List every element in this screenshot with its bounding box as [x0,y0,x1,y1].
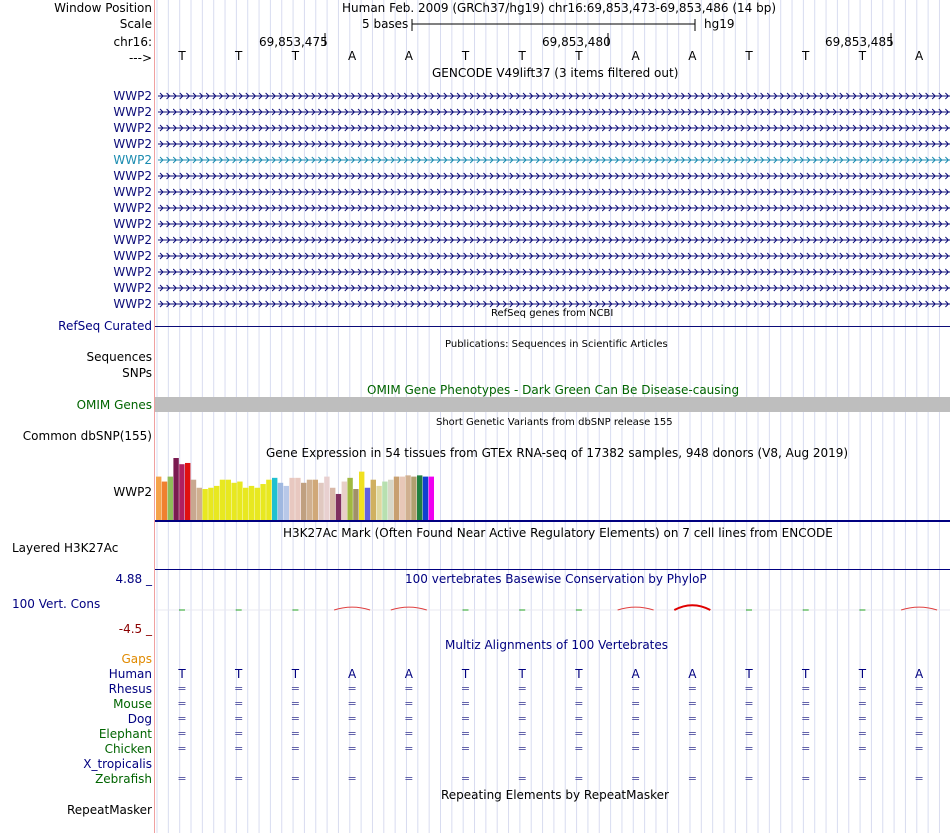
alignment-match: = [630,742,641,755]
gtex-tissue-bar[interactable] [173,458,178,520]
alignment-match: = [744,772,754,785]
gtex-tissue-bar[interactable] [272,478,277,520]
alignment-match: = [290,772,300,785]
alignment-match: = [234,727,244,740]
repeatmasker-track-title: Repeating Elements by RepeatMasker [441,788,669,802]
alignment-match: = [914,742,924,755]
alignment-match: = [177,772,187,785]
base-letter: T [575,49,583,63]
gencode-transcript-line[interactable] [158,268,950,276]
alignment-match: = [630,682,641,695]
strand-label: ---> [128,51,152,65]
gtex-tissue-bar[interactable] [365,488,370,520]
gtex-track-label[interactable]: WWP2 [113,485,152,499]
alignment-match: = [574,697,584,710]
alignment-match: = [857,697,867,710]
alignment-match: = [630,697,641,710]
alignment-match: = [290,742,300,755]
gtex-tissue-bar[interactable] [371,480,376,520]
h3k27ac-track-title: H3K27Ac Mark (Often Found Near Active Regulatory Elements) on 7 cell lines from ENCODE [283,526,833,540]
gtex-tissue-bar[interactable] [266,480,271,520]
window-position-label: Window Position [54,1,152,15]
base-letter: T [291,49,300,63]
base-letter: T [858,49,867,63]
gtex-tissue-bar[interactable] [411,477,416,520]
gtex-tissue-bar[interactable] [301,483,306,520]
alignment-match: = [744,712,754,725]
alignment-match: = [914,727,924,740]
gtex-tissue-bar[interactable] [388,480,393,520]
alignment-match: = [177,727,187,740]
alignment-match: = [177,682,187,695]
base-letter: T [178,49,186,63]
gtex-tissue-bar[interactable] [168,477,173,520]
alignment-match: = [517,742,527,755]
alignment-match: = [404,742,414,755]
alignment-base: T [575,667,583,681]
alignment-base: T [235,667,243,681]
alignment-base: A [631,667,640,681]
alignment-match: = [744,697,754,710]
publications-track-title: Publications: Sequences in Scientific Articles [445,339,668,350]
base-letter: T [235,49,243,63]
alignment-match: = [914,712,924,725]
position-ticks [155,33,950,47]
alignment-match: = [744,727,754,740]
base-letter: A [347,49,357,63]
gencode-item-label[interactable]: WWP2 [113,249,152,263]
alignment-match: = [347,727,357,740]
alignment-match: = [347,682,357,695]
gencode-item-label[interactable]: WWP2 [113,153,152,167]
gencode-track-title: GENCODE V49lift37 (3 items filtered out) [432,66,679,80]
alignment-match: = [290,727,300,740]
alignment-match: = [630,772,641,785]
gencode-item-label[interactable]: WWP2 [113,297,152,311]
alignment-match: = [574,772,584,785]
gencode-item-label[interactable]: WWP2 [113,281,152,295]
gtex-tissue-bar[interactable] [278,483,283,520]
gencode-item-label[interactable]: WWP2 [113,105,152,119]
omim-gene-bar[interactable] [155,397,950,412]
track-label-column [0,0,153,833]
alignment-match: = [460,742,471,755]
gtex-tissue-bar[interactable] [226,480,231,520]
base-letter: T [745,49,753,63]
base-letter: A [914,49,924,63]
refseq-track-title: RefSeq genes from NCBI [491,308,614,319]
alignment-match: = [517,727,527,740]
alignment-base: A [404,667,413,681]
gtex-tissue-bar[interactable] [208,488,213,520]
gencode-transcript-line[interactable] [158,92,950,100]
gtex-tissue-bar[interactable] [214,486,219,520]
gtex-tissue-bar[interactable] [237,482,242,520]
gtex-tissue-bar[interactable] [318,483,323,520]
alignment-match: = [234,712,244,725]
alignment-match: = [857,772,867,785]
alignment-match: = [744,742,754,755]
alignment-match: = [460,682,471,695]
alignment-base: T [291,667,300,681]
alignment-match: = [517,772,527,785]
phylop-min-label: -4.5 _ [118,622,152,636]
phylop-track-title: 100 vertebrates Basewise Conservation by PhyloP [405,572,707,586]
alignment-base: T [858,667,867,681]
publications-sequences-label[interactable]: Sequences [86,350,152,364]
gtex-tissue-bar[interactable] [179,464,184,520]
gtex-tissue-bar[interactable] [260,484,265,520]
gencode-transcript-line[interactable] [158,204,950,212]
alignment-match: = [801,772,811,785]
gtex-track-title: Gene Expression in 54 tissues from GTEx RNA-seq of 17382 samples, 948 donors (V8, Aug 2019) [266,446,849,460]
phylop-graph[interactable] [155,596,950,620]
gtex-tissue-bar[interactable] [423,477,428,520]
gtex-tissue-bar[interactable] [220,480,225,520]
alignment-match: = [234,697,244,710]
gtex-tissue-bar[interactable] [359,472,364,520]
gencode-item-label[interactable]: WWP2 [113,233,152,247]
refseq-track-label[interactable]: RefSeq Curated [58,319,152,333]
gtex-tissue-bar[interactable] [162,482,167,520]
alignment-match: = [460,697,471,710]
gtex-tissue-bar[interactable] [284,486,289,520]
alignment-match: = [914,772,924,785]
dbsnp-track-title: Short Genetic Variants from dbSNP release 155 [436,417,673,428]
gencode-item-label[interactable]: WWP2 [113,201,152,215]
gtex-tissue-bar[interactable] [417,475,422,520]
alignment-match: = [914,682,924,695]
multiz-species-label[interactable]: Elephant [98,727,152,741]
gtex-tissue-bar[interactable] [185,463,190,520]
gtex-tissue-bar[interactable] [376,486,381,520]
scale-bar-text: 5 bases [362,17,409,31]
scale-label: Scale [119,17,152,31]
alignment-match: = [857,712,867,725]
alignment-match: = [801,742,811,755]
gtex-tissue-bar[interactable] [330,488,335,520]
gencode-item-label[interactable]: WWP2 [113,217,152,231]
alignment-match: = [574,727,584,740]
gencode-item-label[interactable]: WWP2 [113,137,152,151]
base-letter: T [518,49,526,63]
multiz-species-label[interactable]: Gaps [121,652,152,666]
alignment-base: T [802,667,810,681]
multiz-species-label[interactable]: X_tropicalis [83,757,152,771]
alignment-match: = [460,712,471,725]
gencode-transcript-line[interactable] [158,220,950,228]
alignment-match: = [234,772,244,785]
alignment-match: = [687,742,697,755]
alignment-match: = [290,697,300,710]
alignment-match: = [517,697,527,710]
base-letter: T [802,49,810,63]
alignment-match: = [177,742,187,755]
gtex-tissue-bar[interactable] [289,478,294,520]
base-letter: A [688,49,697,63]
assembly-position-text: Human Feb. 2009 (GRCh37/hg19) chr16:69,853,473-69,853,486 (14 bp) [342,1,777,15]
track-image[interactable] [155,0,950,833]
h3k27ac-baseline [155,569,950,570]
gencode-item-label[interactable]: WWP2 [113,185,152,199]
gtex-tissue-bar[interactable] [255,488,260,520]
phylop-score-mark [674,605,710,610]
gtex-tissue-bar[interactable] [307,480,312,520]
alignment-match: = [347,772,357,785]
chrom-label: chr16: [113,35,152,49]
alignment-match: = [290,682,300,695]
alignment-base: T [178,667,186,681]
alignment-match: = [404,712,414,725]
alignment-match: = [857,742,867,755]
gtex-tissue-bar[interactable] [295,478,300,520]
alignment-match: = [630,712,641,725]
gencode-item-label[interactable]: WWP2 [113,169,152,183]
alignment-match: = [404,697,414,710]
alignment-match: = [687,727,697,740]
base-letter: A [404,49,413,63]
gtex-bar-chart[interactable] [155,458,950,524]
gencode-transcript-line[interactable] [158,252,950,260]
base-letter: A [631,49,640,63]
alignment-base: T [461,667,470,681]
alignment-match: = [517,682,527,695]
gtex-tissue-bar[interactable] [324,477,329,520]
alignment-match: = [234,742,244,755]
alignment-match: = [460,727,471,740]
alignment-match: = [574,742,584,755]
position-label-1: 69,853,475 [259,35,328,49]
alignment-match: = [630,727,641,740]
omim-track-title: OMIM Gene Phenotypes - Dark Green Can Be Disease-causing [367,383,740,397]
gencode-transcript-line[interactable] [158,156,950,164]
alignment-match: = [857,682,867,695]
gencode-transcript-line[interactable] [158,284,950,292]
position-label-3: 69,853,485 [825,35,894,49]
alignment-match: = [914,697,924,710]
gencode-item-label[interactable]: WWP2 [113,121,152,135]
alignment-match: = [857,727,867,740]
multiz-species-label[interactable]: Mouse [113,697,152,711]
alignment-match: = [687,682,697,695]
gencode-item-label[interactable]: WWP2 [113,89,152,103]
alignment-match: = [574,682,584,695]
gtex-tissue-bar[interactable] [382,482,387,520]
gtex-tissue-bar[interactable] [405,475,410,520]
repeatmasker-track-label[interactable]: RepeatMasker [66,803,152,817]
multiz-species-label[interactable]: Rhesus [108,682,152,696]
gtex-tissue-bar[interactable] [202,489,207,520]
alignment-match: = [347,697,357,710]
gtex-tissue-bar[interactable] [394,477,399,520]
alignment-match: = [234,682,244,695]
alignment-match: = [801,682,811,695]
alignment-match: = [517,712,527,725]
gtex-tissue-bar[interactable] [156,477,161,520]
multiz-track-title: Multiz Alignments of 100 Vertebrates [445,638,669,652]
multiz-species-label[interactable]: Human [108,667,152,681]
gencode-transcript-line[interactable] [158,108,950,116]
alignment-match: = [404,682,414,695]
gencode-item-label[interactable]: WWP2 [113,265,152,279]
alignment-match: = [574,712,584,725]
scale-db-text: hg19 [704,17,735,31]
h3k27ac-track-label[interactable]: Layered H3K27Ac [12,541,119,555]
dbsnp-track-label[interactable]: Common dbSNP(155) [22,429,152,443]
multiz-species-label[interactable]: Chicken [104,742,152,756]
refseq-gene-line[interactable] [155,326,950,327]
alignment-match: = [290,712,300,725]
publications-snps-label[interactable]: SNPs [122,366,152,380]
alignment-match: = [177,712,187,725]
scale-bar [411,18,697,32]
gtex-tissue-bar[interactable] [313,480,318,520]
multiz-species-label[interactable]: Zebrafish [95,772,152,786]
alignment-match: = [404,772,414,785]
alignment-match: = [177,697,187,710]
alignment-match: = [687,712,697,725]
gencode-transcript-line[interactable] [158,236,950,244]
gtex-tissue-bar[interactable] [336,494,341,520]
alignment-match: = [460,772,471,785]
gtex-tissue-bar[interactable] [429,477,434,520]
omim-track-label[interactable]: OMIM Genes [76,398,152,412]
position-label-2: 69,853,480 [542,35,611,49]
gencode-transcript-line[interactable] [158,140,950,148]
phylop-max-label: 4.88 _ [115,572,152,586]
gtex-tissue-bar[interactable] [191,480,196,520]
alignment-match: = [801,712,811,725]
alignment-match: = [347,712,357,725]
gtex-tissue-bar[interactable] [342,482,347,520]
alignment-match: = [687,697,697,710]
gencode-transcript-line[interactable] [158,188,950,196]
alignment-match: = [744,682,754,695]
gtex-tissue-bar[interactable] [400,477,405,520]
alignment-base: A [914,667,924,681]
alignment-match: = [404,727,414,740]
gtex-tissue-bar[interactable] [243,488,248,520]
phylop-track-label[interactable]: 100 Vert. Cons [12,597,101,611]
gtex-tissue-bar[interactable] [249,486,254,520]
base-letter: T [461,49,470,63]
multiz-species-label[interactable]: Dog [127,712,152,726]
gtex-tissue-bar[interactable] [197,488,202,520]
alignment-match: = [801,727,811,740]
alignment-base: A [688,667,697,681]
gencode-transcript-line[interactable] [158,124,950,132]
gencode-transcript-line[interactable] [158,172,950,180]
gtex-tissue-bar[interactable] [353,489,358,520]
gtex-tissue-bar[interactable] [347,478,352,520]
alignment-match: = [801,697,811,710]
gtex-tissue-bar[interactable] [231,483,236,520]
alignment-match: = [347,742,357,755]
alignment-base: T [518,667,526,681]
alignment-base: T [745,667,753,681]
alignment-match: = [687,772,697,785]
alignment-base: A [347,667,357,681]
